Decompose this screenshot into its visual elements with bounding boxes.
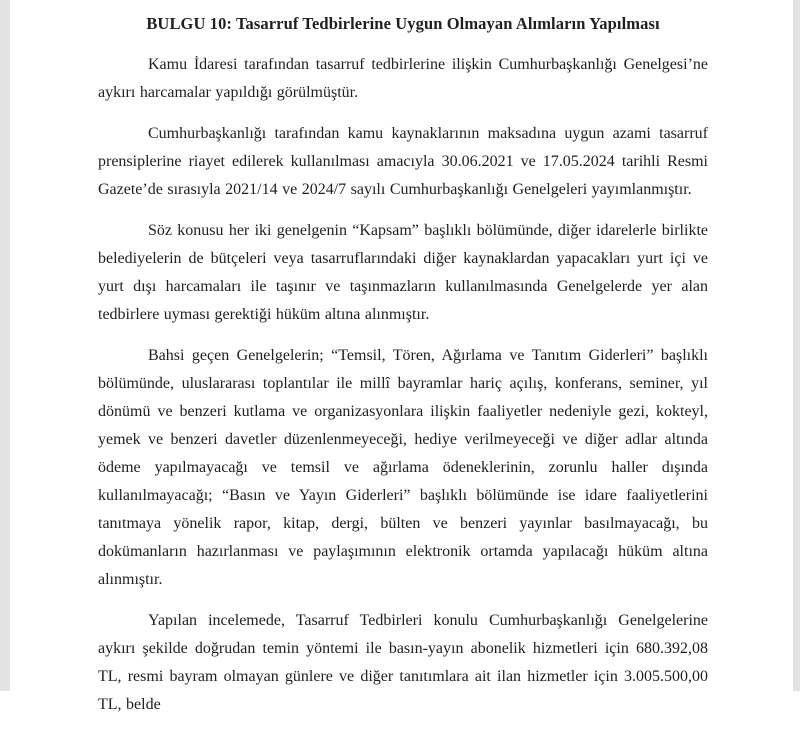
paragraph-finding-summary: Kamu İdaresi tarafından tasarruf tedbirlerine ilişkin Cumhurbaşkanlığı Genelgesi’ne aykırı harcamalar yapıldığı görülmüştür. bbox=[98, 56, 708, 101]
paragraph-scope-section: Söz konusu her iki genelgenin “Kapsam” başlıklı bölümünde, diğer idarelerle birlikte belediyelerin de bütçeleri veya tasarruflarındaki diğer kaynaklardan yapacakları yurt içi ve yurt dışı harcamaları ile taşınır ve taşınmazların kullanılmasında Genelgelerde yer alan tedbirlere uyması gerektiği hüküm altına alınmıştır. bbox=[98, 222, 708, 323]
paragraph-circulars-published: Cumhurbaşkanlığı tarafından kamu kaynaklarının maksadına uygun azami tasarruf prensiplerine riayet edilerek kullanılması amacıyla 30.06.2021 ve 17.05.2024 tarihli Resmi Gazete’de sırasıyla 2021/14 ve 2024/7 sayılı Cumhurbaşkanlığı Genelgeleri yayımlanmıştır. bbox=[98, 125, 708, 198]
finding-heading: BULGU 10: Tasarruf Tedbirlerine Uygun Olmayan Alımların Yapılması bbox=[146, 14, 660, 33]
paragraph-expense-rules: Bahsi geçen Genelgelerin; “Temsil, Tören, Ağırlama ve Tanıtım Giderleri” başlıklı bölümünde, uluslararası toplantılar ile millî bayramlar hariç açılış, konferans, seminer, yıl dönümü ve benzeri kutlama ve organizasyonlara ilişkin faaliyetler nedeniyle gezi, kokteyl, yemek ve benzeri davetler düzenlenmeyeceği, hediye verilmeyeceği ve diğer adlar altında ödeme yapılmayacağı ve temsil ve ağırlama ödeneklerinin, zorunlu haller dışında kullanılmayacağı; “Basın ve Yayın Giderleri” başlıklı bölümünde ise idare faaliyetlerini tanıtmaya yönelik rapor, kitap, dergi, bülten ve benzeri yayınlar basılmayacağı, bu dokümanların hazırlanması ve paylaşımının elektronik ortamda yapılacağı hüküm altına alınmıştır. bbox=[98, 347, 708, 588]
paragraph-examination-amounts: Yapılan incelemede, Tasarruf Tedbirleri konulu Cumhurbaşkanlığı Genelgelerine aykırı şekilde doğrudan temin yöntemi ile basın-yayın abonelik hizmetleri için 680.392,08 TL, resmi bayram olmayan günlere ve diğer tanıtımlara ait ilan hizmetler için 3.005.500,00 TL, belde bbox=[98, 612, 708, 713]
document-content bbox=[98, 10, 708, 732]
page-edge-left bbox=[0, 0, 10, 691]
page-edge-right bbox=[793, 0, 800, 691]
